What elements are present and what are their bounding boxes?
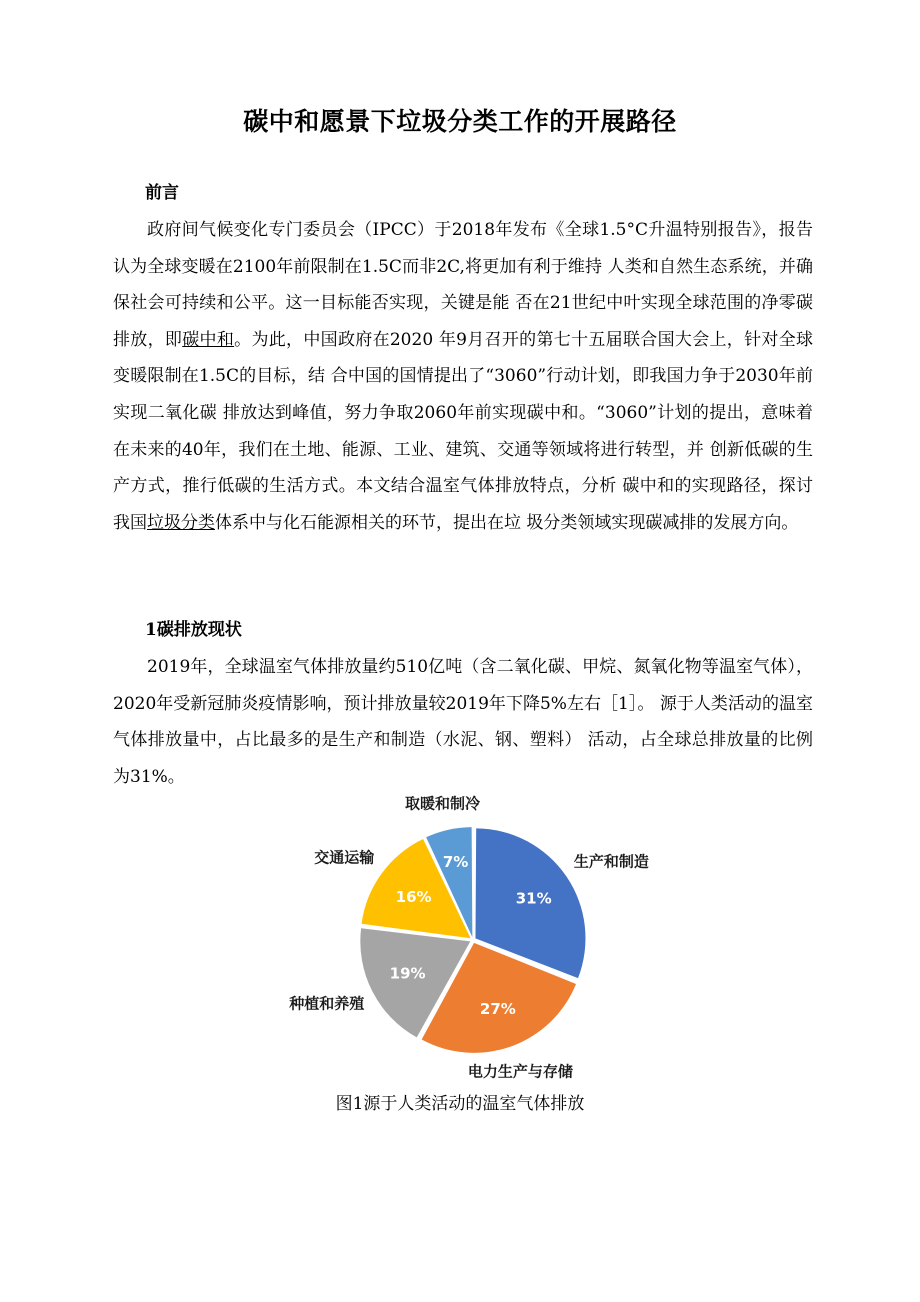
figure-caption: 图1源于人类活动的温室气体排放 [335, 1094, 585, 1114]
pie-category-label: 生产和制造 [573, 852, 649, 871]
paragraph-run: 2019年，全球温室气体排放量约510亿吨（含二氧化碳、甲烷、氮氧化物等温室气体），2020年受新冠肺炎疫情影响，预计排放量较2019年下降5%左右［1］。 源于人类活动的温室气体排放量中，占比最多的是生产和制造（水泥、钢、塑料） 活动，占全球总排放量的比例为31%。 [113, 657, 813, 787]
page-title: 碳中和愿景下垃圾分类工作的开展路径 [243, 106, 677, 136]
emphasised-term: 垃圾分类 [147, 512, 215, 533]
pie-chart [250, 790, 670, 1090]
paragraph-run: 体系中与化石能源相关的环节，提出在垃 圾分类领域实现碳减排的发展方向。 [215, 512, 799, 533]
paragraph-emissions-status [113, 649, 813, 795]
paragraph-run: 政府间气候变化专门委员会（IPCC）于2018年发布《全球1.5°C升温特别报告》，报告认为全球变暖在2100年前限制在1.5C而非2C,将更加有利于维持 人类和自然生态系统，并确保社会可持续和公平。这一目标能否实现，关键是能 否在21世纪中叶实现全球范围的净零碳排放，即 [113, 220, 813, 350]
pie-slice-value-label: 16% [395, 887, 432, 906]
pie-category-label: 取暖和制冷 [404, 794, 480, 813]
pie-slice-value-label: 27% [479, 1000, 516, 1019]
section-emissions-status [113, 612, 813, 795]
section-heading-preface: 前言 [145, 183, 179, 203]
paragraph-preface [113, 212, 813, 541]
pie-slice-value-label: 31% [515, 889, 552, 908]
pie-category-label: 种植和养殖 [289, 994, 365, 1013]
section-preface [113, 175, 813, 541]
paragraph-run: 。为此，中国政府在2020 年9月召开的第七十五届联合国大会上，针对全球变暖限制在1.5C的目标，结 合中国的国情提出了“3060”行动计划，即我国力争于2030年前实现二氧化碳 排放达到峰值，努力争取2060年前实现碳中和。“3060”计划的提出，意味着 在未来的40年，我们在土地、能源、工业、建筑、交通等领域将进行转型，并 创新低碳的生产方式，推行低碳的生活方式。本文结合温室气体排放特点，分析 碳中和的实现路径，探讨我国 [113, 329, 814, 533]
pie-category-label: 电力生产与存储 [467, 1062, 573, 1081]
emphasised-term: 碳中和 [182, 329, 235, 350]
pie-slice-value-label: 19% [389, 964, 426, 983]
section-heading-emissions-status: 1碳排放现状 [145, 620, 242, 640]
pie-chart-svg [250, 790, 670, 1090]
figure-greenhouse-gas-pie [0, 790, 920, 1090]
pie-slice-value-label: 7% [442, 852, 469, 871]
pie-category-label: 交通运输 [314, 848, 375, 867]
